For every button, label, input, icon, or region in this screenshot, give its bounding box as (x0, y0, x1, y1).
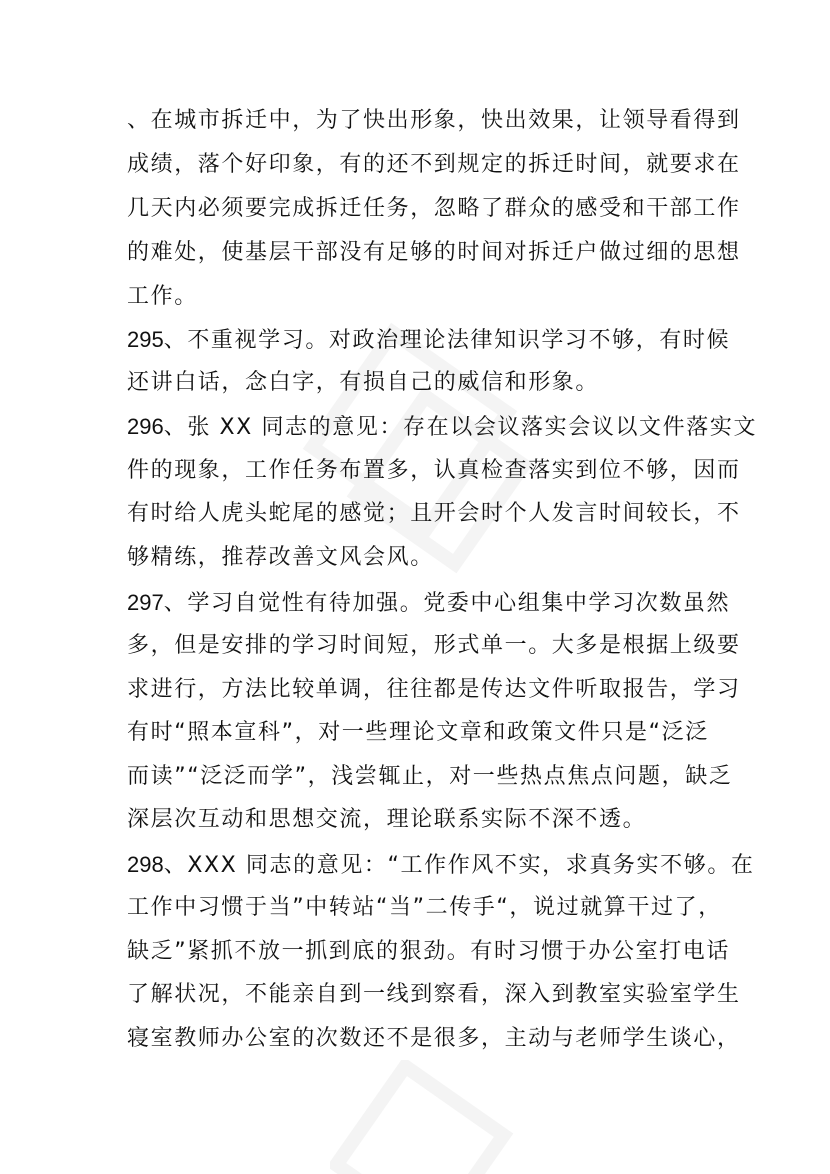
text-line: 缺乏”紧抓不放一抓到底的狠劲。有时习惯于办公室打电话 (127, 939, 730, 964)
numbered-item-295 (127, 325, 730, 356)
item-number: 298 (127, 852, 164, 877)
text-line: 了解状况，不能亲自到一线到察看，深入到教室实验室学生 (127, 982, 741, 1007)
text-line: 多，但是安排的学习时间短，形式单一。大多是根据上级要 (127, 633, 741, 658)
text-line: 有时“照本宣科”，对一些理论文章和政策文件只是“泛泛 (127, 720, 709, 745)
item-number: 297 (127, 590, 164, 615)
text-line: 几天内必须要完成拆迁任务，忽略了群众的感受和干部工作 (127, 196, 741, 221)
text-line: 够精练，推荐改善文风会风。 (127, 545, 434, 570)
text-line: 、不重视学习。对政治理论法律知识学习不够，有时候 (163, 328, 731, 353)
watermark-logo-icon (330, 1060, 530, 1174)
text-line: 工作。 (127, 284, 198, 309)
text-line: 、在城市拆迁中，为了快出形象，快出效果，让领导看得到 (127, 108, 741, 133)
text-line: 还讲白话，念白字，有损自己的威信和形象。 (127, 370, 600, 395)
numbered-item-298 (127, 850, 755, 881)
text-line: 工作中习惯于当”中转站“当”二传手“，说过就算干过了， (127, 895, 722, 920)
text-line: 有时给人虎头蛇尾的感觉；且开会时个人发言时间较长，不 (127, 501, 741, 526)
text-line: 深层次互动和思想交流，理论联系实际不深不透。 (127, 807, 647, 832)
text-line: 而读”“泛泛而学”，浅尝辄止，对一些热点焦点问题，缺乏 (127, 764, 733, 789)
item-number: 296 (127, 414, 164, 439)
text-line: 的难处，使基层干部没有足够的时间对拆迁户做过细的思想 (127, 240, 741, 265)
item-number: 295 (127, 327, 164, 352)
text-line: 、XXX 同志的意见：“工作作风不实，求真务实不够。在 (163, 853, 755, 878)
numbered-item-297 (127, 588, 730, 619)
text-line: 、学习自觉性有待加强。党委中心组集中学习次数虽然 (163, 591, 731, 616)
text-line: 件的现象，工作任务布置多，认真检查落实到位不够，因而 (127, 458, 741, 483)
text-line: 求进行，方法比较单调，往往都是传达文件听取报告，学习 (127, 677, 741, 702)
text-line: 、张 XX 同志的意见：存在以会议落实会议以文件落实文 (163, 415, 758, 440)
text-line: 成绩，落个好印象，有的还不到规定的拆迁时间，就要求在 (127, 152, 741, 177)
numbered-item-296 (127, 412, 757, 443)
text-line: 寝室教师办公室的次数还不是很多，主动与老师学生谈心， (127, 1026, 741, 1051)
